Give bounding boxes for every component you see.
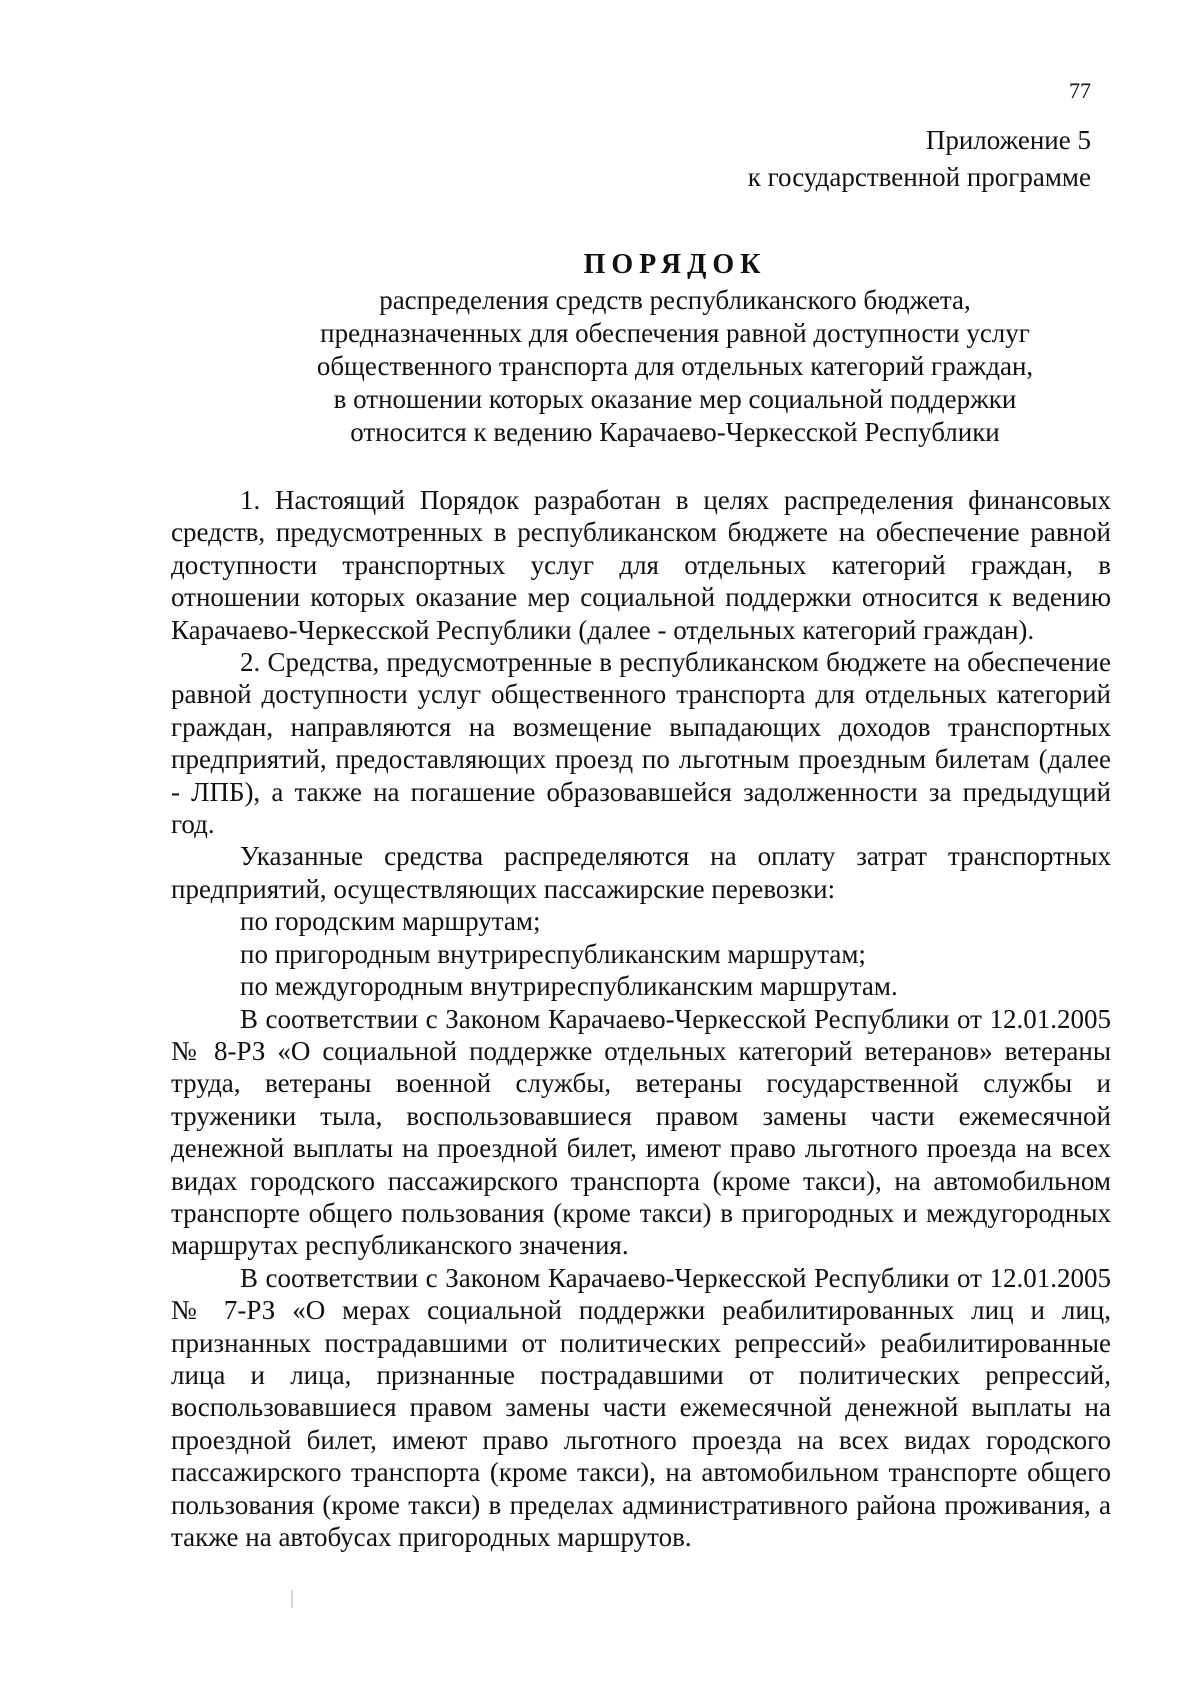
paragraph-1: 1. Настоящий Порядок разработан в целях распределения финансовых средств, предусмотренных в республиканском бюджете на обеспечение равной доступности транспортных услуг для отдельных категорий граждан, в отношении которых оказание мер социальной поддержки относится к ведению Карачаево-Черкесской Республики (далее - отдельных категорий граждан). — [171, 485, 1111, 645]
document-heading — [0, 246, 1200, 449]
document-title: ПОРЯДОК — [583, 249, 767, 280]
appendix-line-2: к государственной программе — [747, 162, 1091, 192]
list-item-city-routes: по городским маршрутам; — [240, 906, 541, 937]
document-body — [171, 484, 1111, 1553]
list-item-intercity-routes: по междугородным внутриреспубликанским маршрутам. — [240, 971, 898, 1002]
subtitle-line: относится к ведению Карачаево-Черкесской Республики — [350, 417, 1000, 447]
scan-artifact — [291, 1590, 293, 1608]
paragraph-law-7-rz: В соответствии с Законом Карачаево-Черкесской Республики от 12.01.2005 № 7-РЗ «О мерах социальной поддержки реабилитированных лиц и лиц, признанных пострадавшими от политических репрессий» реабилитированные лица и лица, признанные пострадавшими от политических репрессий, воспользовавшиеся правом замены части ежемесячной денежной выплаты на проездной билет, имеют право льготного проезда на всех видах городского пассажирского транспорта (кроме такси), на автомобильном транспорте общего пользования (кроме такси) в пределах административного района проживания, а также на автобусах пригородных маршрутов. — [171, 1262, 1111, 1552]
document-subtitle — [0, 284, 1200, 449]
page-number: 77 — [1069, 78, 1091, 103]
appendix-reference — [748, 122, 1091, 196]
subtitle-line: распределения средств республиканского бюджета, — [379, 285, 971, 315]
subtitle-line: в отношении которых оказание мер социальной поддержки — [333, 384, 1017, 414]
paragraph-law-8-rz: В соответствии с Законом Карачаево-Черкесской Республики от 12.01.2005 № 8-РЗ «О социальной поддержке отдельных категорий ветеранов» ветераны труда, ветераны военной службы, ветераны государственной службы и труженики тыла, воспользовавшиеся правом замены части ежемесячной денежной выплаты на проездной билет, имеют право льготного проезда на всех видах городского пассажирского транспорта (кроме такси), на автомобильном транспорте общего пользования (кроме такси) в пригородных и междугородных маршрутах республиканского значения. — [171, 1003, 1111, 1261]
paragraph-funds-allocation: Указанные средства распределяются на оплату затрат транспортных предприятий, осуществляющих пассажирские перевозки: — [171, 841, 1111, 904]
subtitle-line: общественного транспорта для отдельных категорий граждан, — [316, 351, 1034, 381]
appendix-line-1: Приложение 5 — [925, 125, 1091, 155]
paragraph-2: 2. Средства, предусмотренные в республиканском бюджете на обеспечение равной доступности услуг общественного транспорта для отдельных категорий граждан, направляются на возмещение выпадающих доходов транспортных предприятий, предоставляющих проезд по льготным проездным билетам (далее - ЛПБ), а также на погашение образовавшейся задолженности за предыдущий год. — [171, 647, 1111, 840]
list-item-suburban-routes: по пригородным внутриреспубликанским маршрутам; — [240, 938, 866, 969]
subtitle-line: предназначенных для обеспечения равной доступности услуг — [320, 318, 1030, 348]
